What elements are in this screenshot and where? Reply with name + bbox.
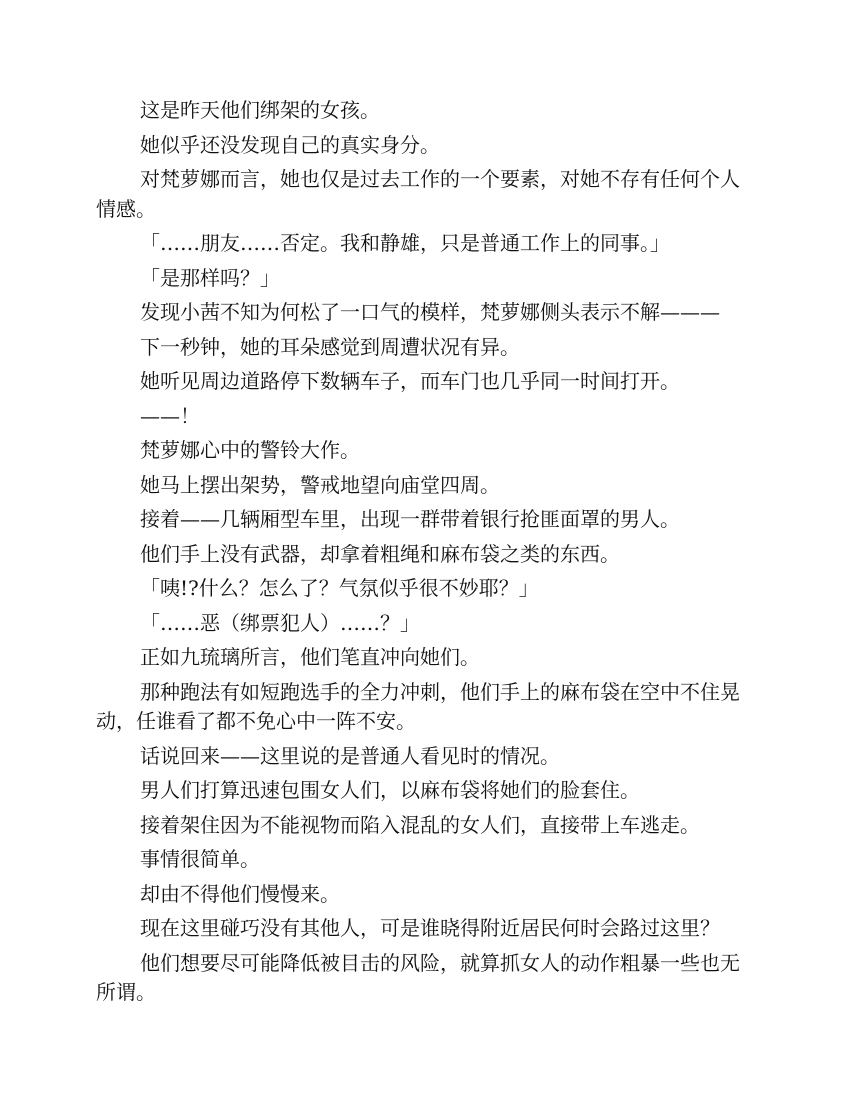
paragraph: 她马上摆出架势，警戒地望向庙堂四周。 — [140, 472, 500, 497]
paragraph: 「是那样吗？」 — [140, 265, 280, 290]
paragraph: 下一秒钟，她的耳朵感觉到周遭状况有异。 — [140, 334, 520, 359]
paragraph: 正如九琉璃所言，他们笔直冲向她们。 — [140, 645, 480, 669]
paragraph: 这是昨天他们绑架的女孩。 — [140, 98, 380, 122]
paragraph: 接着——几辆厢型车里，出现一群带着银行抢匪面罩的男人。 — [140, 507, 680, 531]
paragraph: 他们想要尽可能降低被目击的风险，就算抓女人的动作粗暴一些也无所谓。 — [96, 950, 740, 1004]
paragraph: 却由不得他们慢慢来。 — [140, 881, 340, 906]
body-text — [96, 96, 756, 1013]
paragraph: 梵萝娜心中的警铃大作。 — [140, 438, 360, 462]
paragraph: 「……恶（绑票犯人）……？」 — [140, 610, 420, 635]
paragraph: 对梵萝娜而言，她也仅是过去工作的一个要素，对她不存有任何个人情感。 — [96, 167, 740, 221]
paragraph: 「……朋友……否定。我和静雄，只是普通工作上的同事。」 — [140, 231, 670, 255]
paragraph: 话说回来——这里说的是普通人看见时的情况。 — [140, 743, 560, 768]
paragraph: 事情很简单。 — [140, 847, 260, 871]
paragraph: 她似乎还没发现自己的真实身分。 — [140, 132, 440, 157]
paragraph: 男人们打算迅速包围女人们，以麻布袋将她们的脸套住。 — [140, 778, 640, 802]
paragraph: 那种跑法有如短跑选手的全力冲刺，他们手上的麻布袋在空中不住晃动，任谁看了都不免心中一阵不安。 — [96, 679, 740, 733]
paragraph: 现在这里碰巧没有其他人，可是谁晓得附近居民何时会路过这里？ — [140, 916, 720, 940]
paragraph: ——！ — [140, 403, 200, 428]
paragraph: 她听见周边道路停下数辆车子，而车门也几乎同一时间打开。 — [140, 369, 680, 393]
paragraph: 接着架住因为不能视物而陷入混乱的女人们，直接带上车逃走。 — [140, 812, 700, 837]
paragraph: 发现小茜不知为何松了一口气的模样，梵萝娜侧头表示不解——— — [140, 300, 720, 324]
paragraph: 「咦!?什么？怎么了？气氛似乎很不妙耶？」 — [140, 576, 539, 600]
paragraph: 他们手上没有武器，却拿着粗绳和麻布袋之类的东西。 — [140, 541, 620, 566]
